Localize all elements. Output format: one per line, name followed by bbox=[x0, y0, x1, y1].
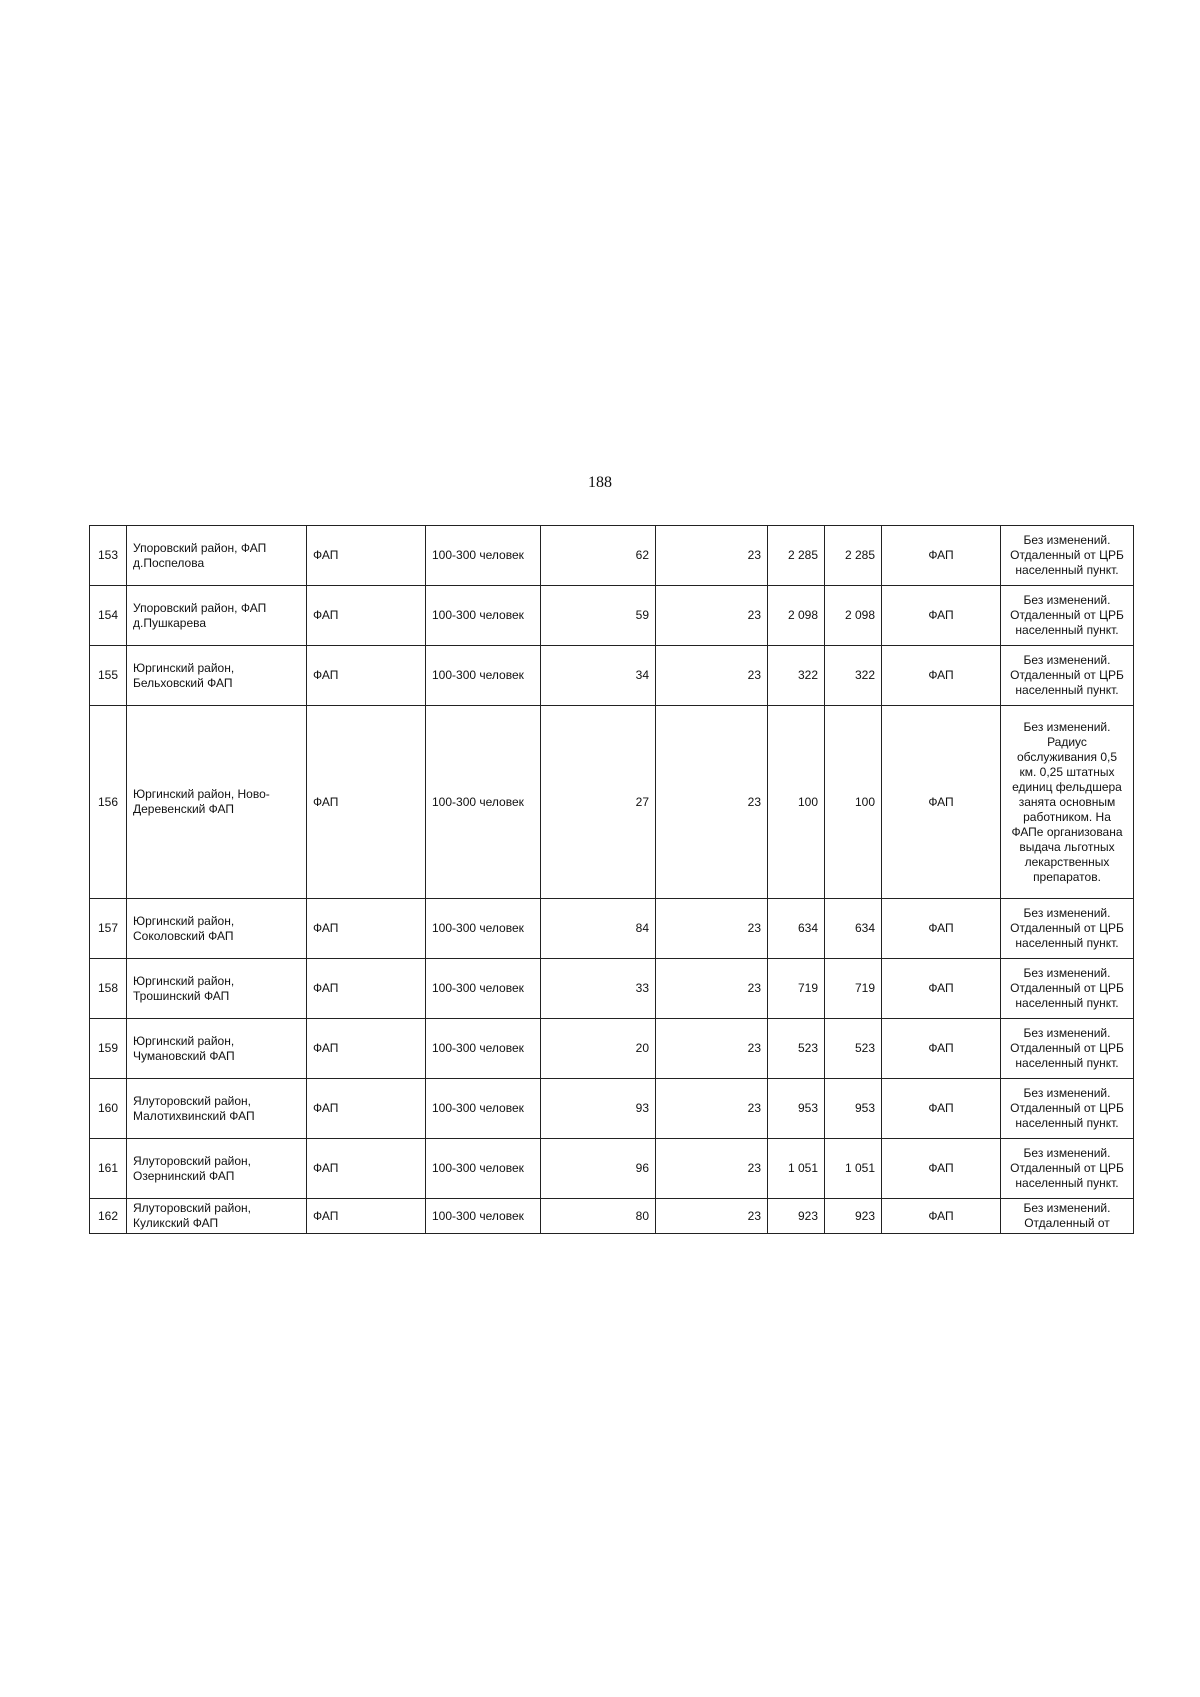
population-range: 100-300 человек bbox=[426, 706, 541, 899]
population-range: 100-300 человек bbox=[426, 959, 541, 1019]
population-range: 100-300 человек bbox=[426, 899, 541, 959]
row-number: 157 bbox=[90, 899, 127, 959]
row-number: 158 bbox=[90, 959, 127, 1019]
value-col-1: 62 bbox=[541, 526, 656, 586]
table-row bbox=[90, 1199, 1134, 1234]
note: Без изменений. Отдаленный от ЦРБ населенный пункт. bbox=[1001, 586, 1134, 646]
facility-type: ФАП bbox=[307, 586, 426, 646]
value-col-3: 523 bbox=[768, 1019, 825, 1079]
value-col-2: 23 bbox=[656, 1079, 768, 1139]
value-col-4: 923 bbox=[825, 1199, 882, 1234]
facility-type: ФАП bbox=[307, 959, 426, 1019]
facility-type: ФАП bbox=[307, 646, 426, 706]
note: Без изменений. Отдаленный от ЦРБ населенный пункт. bbox=[1001, 646, 1134, 706]
value-col-1: 80 bbox=[541, 1199, 656, 1234]
value-col-3: 719 bbox=[768, 959, 825, 1019]
value-col-4: 100 bbox=[825, 706, 882, 899]
facility-name: Упоровский район, ФАП д.Пушкарева bbox=[127, 586, 307, 646]
population-range: 100-300 человек bbox=[426, 1019, 541, 1079]
note: Без изменений. Отдаленный от ЦРБ населенный пункт. bbox=[1001, 1079, 1134, 1139]
value-col-2: 23 bbox=[656, 1139, 768, 1199]
facility-name: Ялуторовский район, Озернинский ФАП bbox=[127, 1139, 307, 1199]
planned-type: ФАП bbox=[882, 1199, 1001, 1234]
table-row bbox=[90, 706, 1134, 899]
row-number: 161 bbox=[90, 1139, 127, 1199]
planned-type: ФАП bbox=[882, 706, 1001, 899]
value-col-4: 1 051 bbox=[825, 1139, 882, 1199]
planned-type: ФАП bbox=[882, 1139, 1001, 1199]
value-col-2: 23 bbox=[656, 1199, 768, 1234]
value-col-1: 93 bbox=[541, 1079, 656, 1139]
table-row bbox=[90, 586, 1134, 646]
facility-type: ФАП bbox=[307, 526, 426, 586]
value-col-1: 27 bbox=[541, 706, 656, 899]
value-col-4: 2 285 bbox=[825, 526, 882, 586]
facility-type: ФАП bbox=[307, 1019, 426, 1079]
value-col-1: 34 bbox=[541, 646, 656, 706]
population-range: 100-300 человек bbox=[426, 526, 541, 586]
value-col-4: 523 bbox=[825, 1019, 882, 1079]
facility-name: Юргинский район, Трошинский ФАП bbox=[127, 959, 307, 1019]
facility-type: ФАП bbox=[307, 1079, 426, 1139]
planned-type: ФАП bbox=[882, 1019, 1001, 1079]
value-col-1: 33 bbox=[541, 959, 656, 1019]
row-number: 160 bbox=[90, 1079, 127, 1139]
row-number: 159 bbox=[90, 1019, 127, 1079]
row-number: 153 bbox=[90, 526, 127, 586]
value-col-1: 20 bbox=[541, 1019, 656, 1079]
note: Без изменений. Отдаленный от ЦРБ населенный пункт. bbox=[1001, 526, 1134, 586]
facility-table bbox=[89, 525, 1134, 1234]
value-col-4: 953 bbox=[825, 1079, 882, 1139]
population-range: 100-300 человек bbox=[426, 1139, 541, 1199]
population-range: 100-300 человек bbox=[426, 586, 541, 646]
facility-name: Юргинский район, Ново-Деревенский ФАП bbox=[127, 706, 307, 899]
table-row bbox=[90, 1079, 1134, 1139]
facility-type: ФАП bbox=[307, 899, 426, 959]
value-col-2: 23 bbox=[656, 899, 768, 959]
value-col-4: 634 bbox=[825, 899, 882, 959]
value-col-3: 2 098 bbox=[768, 586, 825, 646]
facility-name: Ялуторовский район, Малотихвинский ФАП bbox=[127, 1079, 307, 1139]
value-col-2: 23 bbox=[656, 646, 768, 706]
value-col-1: 59 bbox=[541, 586, 656, 646]
row-number: 162 bbox=[90, 1199, 127, 1234]
value-col-3: 923 bbox=[768, 1199, 825, 1234]
note: Без изменений. Отдаленный от ЦРБ населенный пункт. bbox=[1001, 959, 1134, 1019]
row-number: 156 bbox=[90, 706, 127, 899]
table-row bbox=[90, 959, 1134, 1019]
table-row bbox=[90, 1019, 1134, 1079]
planned-type: ФАП bbox=[882, 1079, 1001, 1139]
planned-type: ФАП bbox=[882, 646, 1001, 706]
note: Без изменений. Радиус обслуживания 0,5 км. 0,25 штатных единиц фельдшера занята основным работником. На ФАПе организована выдача льготных лекарственных препаратов. bbox=[1001, 706, 1134, 899]
table-row bbox=[90, 526, 1134, 586]
table-row bbox=[90, 899, 1134, 959]
value-col-3: 953 bbox=[768, 1079, 825, 1139]
page-number: 188 bbox=[588, 474, 612, 491]
population-range: 100-300 человек bbox=[426, 1079, 541, 1139]
facility-name: Ялуторовский район, Куликский ФАП bbox=[127, 1199, 307, 1234]
table-row bbox=[90, 1139, 1134, 1199]
planned-type: ФАП bbox=[882, 586, 1001, 646]
facility-type: ФАП bbox=[307, 706, 426, 899]
facility-name: Юргинский район, Соколовский ФАП bbox=[127, 899, 307, 959]
value-col-1: 96 bbox=[541, 1139, 656, 1199]
value-col-3: 322 bbox=[768, 646, 825, 706]
note: Без изменений. Отдаленный от ЦРБ населенный пункт. bbox=[1001, 1019, 1134, 1079]
row-number: 154 bbox=[90, 586, 127, 646]
value-col-2: 23 bbox=[656, 526, 768, 586]
planned-type: ФАП bbox=[882, 959, 1001, 1019]
value-col-3: 1 051 bbox=[768, 1139, 825, 1199]
value-col-4: 322 bbox=[825, 646, 882, 706]
value-col-2: 23 bbox=[656, 586, 768, 646]
note: Без изменений. Отдаленный от ЦРБ населенный пункт. bbox=[1001, 1139, 1134, 1199]
value-col-3: 2 285 bbox=[768, 526, 825, 586]
value-col-2: 23 bbox=[656, 959, 768, 1019]
population-range: 100-300 человек bbox=[426, 646, 541, 706]
planned-type: ФАП bbox=[882, 899, 1001, 959]
population-range: 100-300 человек bbox=[426, 1199, 541, 1234]
facility-name: Юргинский район, Бельховский ФАП bbox=[127, 646, 307, 706]
facility-type: ФАП bbox=[307, 1199, 426, 1234]
facility-name: Юргинский район, Чумановский ФАП bbox=[127, 1019, 307, 1079]
planned-type: ФАП bbox=[882, 526, 1001, 586]
value-col-4: 719 bbox=[825, 959, 882, 1019]
value-col-3: 634 bbox=[768, 899, 825, 959]
table-row bbox=[90, 646, 1134, 706]
note: Без изменений. Отдаленный от bbox=[1001, 1199, 1134, 1234]
value-col-2: 23 bbox=[656, 706, 768, 899]
value-col-3: 100 bbox=[768, 706, 825, 899]
facility-name: Упоровский район, ФАП д.Поспелова bbox=[127, 526, 307, 586]
note: Без изменений. Отдаленный от ЦРБ населенный пункт. bbox=[1001, 899, 1134, 959]
value-col-4: 2 098 bbox=[825, 586, 882, 646]
row-number: 155 bbox=[90, 646, 127, 706]
value-col-2: 23 bbox=[656, 1019, 768, 1079]
value-col-1: 84 bbox=[541, 899, 656, 959]
facility-type: ФАП bbox=[307, 1139, 426, 1199]
table-body bbox=[90, 526, 1134, 1234]
